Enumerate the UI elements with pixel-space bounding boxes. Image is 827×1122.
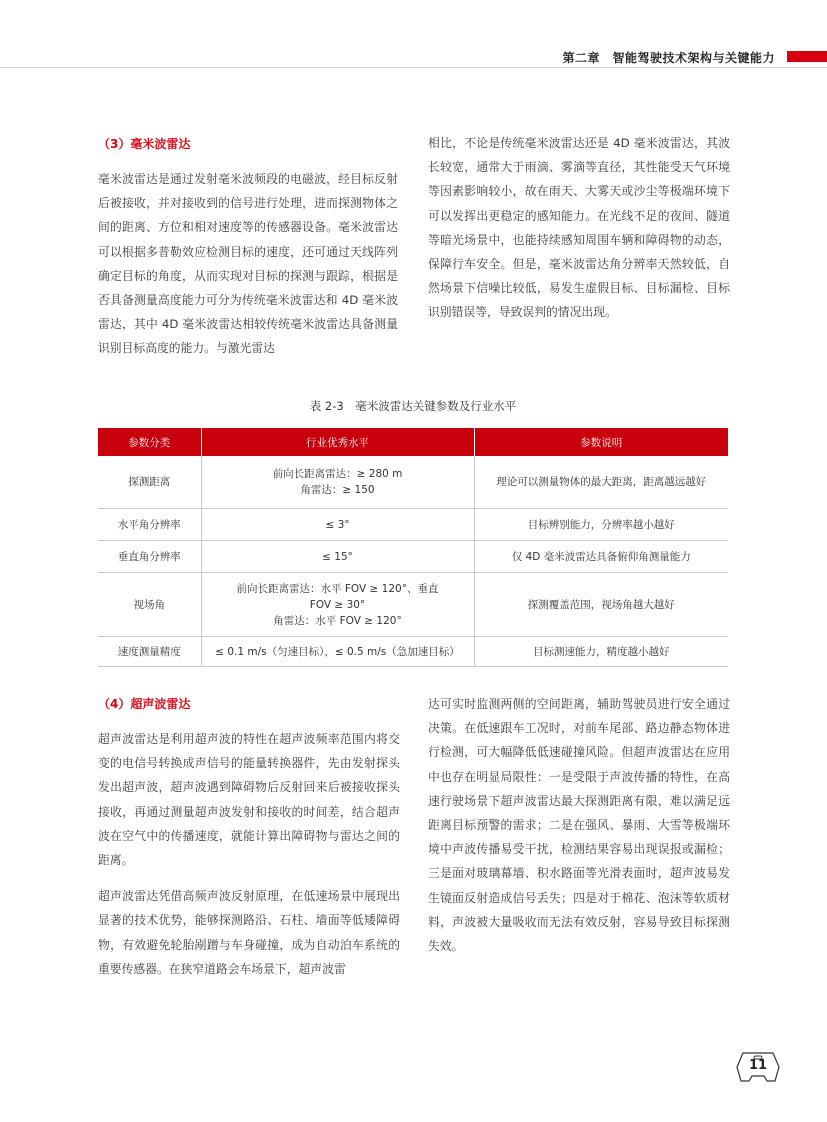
table-caption: 表 2-3 毫米波雷达关键参数及行业水平: [309, 399, 517, 413]
section4-right-column: [428, 692, 730, 958]
section3-left-column: [98, 134, 398, 361]
table-row: [98, 509, 728, 541]
level-line: 角雷达：≥ 150: [300, 484, 375, 496]
desc-cell: 目标辨别能力，分辨率越小越好: [474, 509, 728, 541]
header-cell: 行业优秀水平: [201, 428, 474, 456]
table-row: [98, 541, 728, 573]
desc-cell: 目标测速能力，精度越小越好: [474, 637, 728, 667]
level-cell: [201, 637, 474, 667]
desc-cell: 理论可以测量物体的最大距离，距离越远越好: [474, 456, 728, 509]
table-row: [98, 573, 728, 637]
level-line: 角雷达：水平 FOV ≥ 120°: [273, 614, 402, 627]
section3-title: （3）毫米波雷达: [98, 137, 191, 151]
level-line: 前向长距离雷达：≥ 280 m: [272, 468, 403, 480]
header-accent-bar: [787, 51, 827, 62]
section4-right-paragraph: 达可实时监测两侧的空间距离，辅助驾驶员进行安全通过决策。在低速跟车工况时，对前车尾部、路边静态物体进行检测，可大幅降低低速碰撞风险。但超声波雷达在应用中也存在明显局限性：一是受限于声波传播的特性，在高速行驶场景下超声波雷达最大探测距离有限，难以满足远距离目标预警的需求；二是在强风、暴雨、大雪等极端环境中声波传播易受干扰，检测结果容易出现误报或漏检；三是面对玻璃幕墙、积水路面等光滑表面时，超声波易发生镜面反射造成信号丢失；四是对于棉花、泡沫等软质材料，声波被大量吸收而无法有效反射，容易导致目标探测失效。: [428, 697, 730, 954]
level-cell: [201, 509, 474, 541]
section3-right-paragraph: 相比，不论是传统毫米波雷达还是 4D 毫米波雷达，其波长较宽，通常大于雨滴、雾滴等直径，其性能受天气环境等因素影响较小，故在雨天、大雾天或沙尘等极端环境下可以发挥出更稳定的感知能力。在光线不足的夜间、隧道等暗光场景中，也能持续感知周围车辆和障碍物的动态，保障行车安全。但是，毫米波雷达角分辨率天然较低，自然场景下信噪比较低，易发生虚假目标、目标漏检、目标识别错误等，导致误判的情况出现。: [428, 136, 730, 320]
header-divider: [0, 67, 827, 68]
section4-left-paragraph-2: 超声波雷达凭借高频声波反射原理，在低速场景中展现出显著的技术优势，能够探测路沿、石柱、墙面等低矮障碍物，有效避免轮胎剐蹭与车身碰撞，成为自动泊车系统的重要传感器。在狭窄道路会车场景下，超声波雷: [98, 889, 400, 976]
chapter-title: 第二章 智能驾驶技术架构与关键能力: [562, 51, 775, 65]
desc-cell: 仅 4D 毫米波雷达具备俯仰角测量能力: [474, 541, 728, 573]
category-cell: 水平角分辨率: [98, 509, 201, 541]
page-header: [0, 44, 827, 74]
level-line: ≤ 15°: [322, 550, 353, 563]
category-cell: 视场角: [98, 573, 201, 637]
radar-params-table: [98, 428, 728, 667]
category-cell: 垂直角分辨率: [98, 541, 201, 573]
table-row: [98, 637, 728, 667]
desc-cell: 探测覆盖范围，视场角越大越好: [474, 573, 728, 637]
level-line: FOV ≥ 30°: [309, 598, 366, 611]
level-cell: [201, 456, 474, 509]
section3-right-column: [428, 131, 730, 325]
section4-left-paragraph-1: 超声波雷达是利用超声波的特性在超声波频率范围内将交变的电信号转换成声信号的能量转换器件，先由发射探头发出超声波，超声波遇到障碍物后反射回来后被接收探头接收，再通过测量超声波发射和接收的时间差，结合超声波在空气中的传播速度，就能计算出障碍物与雷达之间的距离。: [98, 732, 400, 868]
page-number: 11: [748, 1058, 768, 1073]
level-line: ≤ 3°: [325, 518, 350, 531]
category-cell: 探测距离: [98, 456, 201, 509]
level-line: 前向长距离雷达：水平 FOV ≥ 120°、垂直: [236, 582, 439, 595]
header-cell: 参数说明: [474, 428, 728, 456]
level-cell: [201, 541, 474, 573]
category-cell: 速度测量精度: [98, 637, 201, 667]
level-cell: [201, 573, 474, 637]
section4-title: （4）超声波雷达: [98, 697, 191, 711]
table-row: [98, 456, 728, 509]
header-cell: 参数分类: [98, 428, 201, 456]
table-header-row: [98, 428, 728, 456]
level-line: ≤ 0.1 m/s（匀速目标），≤ 0.5 m/s（急加速目标）: [215, 645, 460, 658]
section3-left-paragraph: 毫米波雷达是通过发射毫米波频段的电磁波，经目标反射后被接收，并对接收到的信号进行处理，进而探测物体之间的距离、方位和相对速度等的传感器设备。毫米波雷达可以根据多普勒效应检测目标的速度，还可通过天线阵列确定目标的角度，从而实现对目标的探测与跟踪，根据是否具备测量高度能力可分为传统毫米波雷达和 4D 毫米波雷达，其中 4D 毫米波雷达相较传统毫米波雷达具备测量识别目标高度的能力。与激光雷达: [98, 172, 398, 356]
section4-left-column: [98, 694, 400, 981]
